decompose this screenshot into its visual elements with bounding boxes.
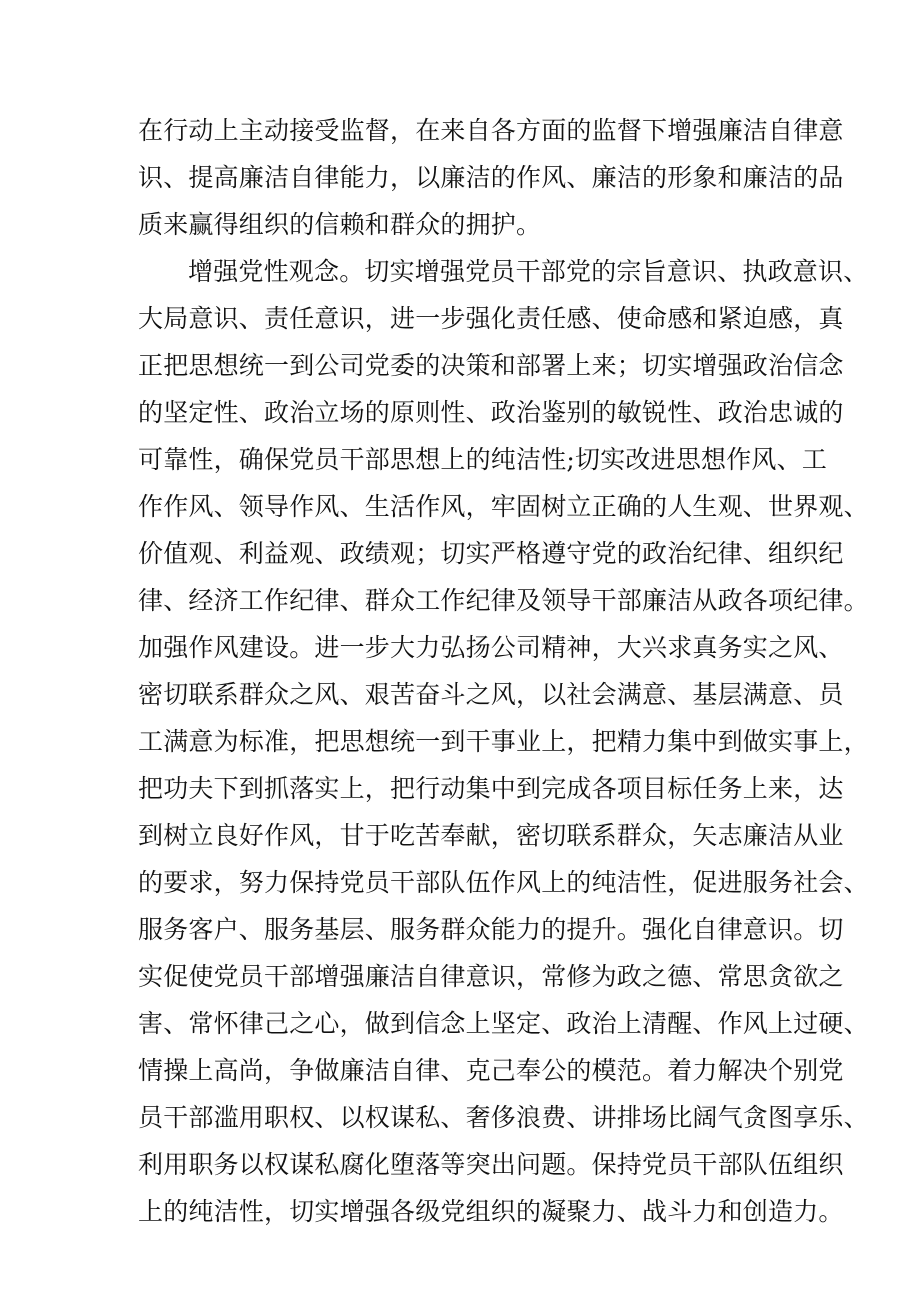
text-line: 到树立良好作风，甘于吃苦奉献，密切联系群众，矢志廉洁从业 (138, 821, 844, 850)
text-line: 利用职务以权谋私腐化堕落等突出问题。保持党员干部队伍组织 (138, 1150, 844, 1179)
text-line: 质来赢得组织的信赖和群众的拥护。 (138, 210, 542, 239)
text-line: 的要求，努力保持党员干部队伍作风上的纯洁性，促进服务社会、 (138, 868, 869, 897)
text-line: 服务客户、服务基层、服务群众能力的提升。强化自律意识。切 (138, 915, 844, 944)
text-line: 大局意识、责任意识，进一步强化责任感、使命感和紧迫感，真 (138, 304, 844, 333)
text-line: 密切联系群众之风、艰苦奋斗之风，以社会满意、基层满意、员 (138, 680, 844, 709)
text-line: 情操上高尚，争做廉洁自律、克己奉公的模范。着力解决个别党 (138, 1056, 844, 1085)
text-line: 在行动上主动接受监督，在来自各方面的监督下增强廉洁自律意 (138, 116, 844, 145)
text-line: 可靠性，确保党员干部思想上的纯洁性;切实改进思想作风、工 (138, 445, 828, 474)
text-line: 识、提高廉洁自律能力，以廉洁的作风、廉洁的形象和廉洁的品 (138, 163, 844, 192)
document-body (138, 107, 869, 1235)
text-line: 工满意为标准，把思想统一到干事业上，把精力集中到做实事上， (138, 727, 869, 756)
text-line: 员干部滥用职权、以权谋私、奢侈浪费、讲排场比阔气贪图享乐、 (138, 1103, 869, 1132)
text-line: 把功夫下到抓落实上，把行动集中到完成各项目标任务上来，达 (138, 774, 844, 803)
text-line: 的坚定性、政治立场的原则性、政治鉴别的敏锐性、政治忠诚的 (138, 398, 844, 427)
text-line: 上的纯洁性，切实增强各级党组织的凝聚力、战斗力和创造力。 (138, 1197, 844, 1226)
text-line: 价值观、利益观、政绩观；切实严格遵守党的政治纪律、组织纪 (138, 539, 844, 568)
text-line: 正把思想统一到公司党委的决策和部署上来；切实增强政治信念 (138, 351, 844, 380)
text-line: 害、常怀律己之心，做到信念上坚定、政治上清醒、作风上过硬、 (138, 1009, 869, 1038)
text-line: 加强作风建设。进一步大力弘扬公司精神，大兴求真务实之风、 (138, 633, 844, 662)
text-line: 律、经济工作纪律、群众工作纪律及领导干部廉洁从政各项纪律。 (138, 586, 869, 615)
text-line: 作作风、领导作风、生活作风，牢固树立正确的人生观、世界观、 (138, 492, 869, 521)
text-line: 实促使党员干部增强廉洁自律意识，常修为政之德、常思贪欲之 (138, 962, 844, 991)
paragraph-start-line: 增强党性观念。切实增强党员干部党的宗旨意识、执政意识、 (188, 257, 869, 286)
